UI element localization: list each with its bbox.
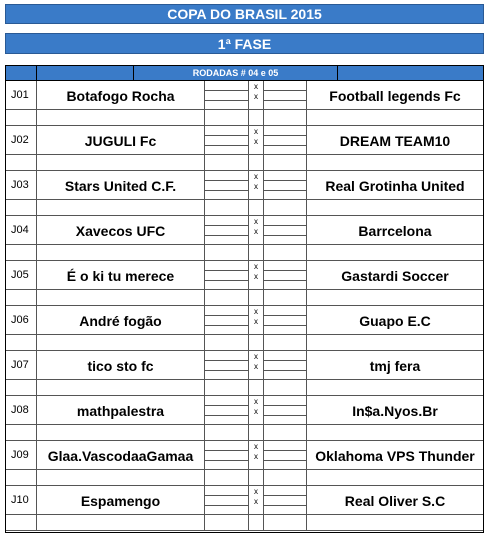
grid-line [204,216,205,260]
match-row [6,126,483,171]
match-code: J04 [11,224,29,236]
grid-line [204,280,248,281]
grid-line [263,280,306,281]
away-team: In$a.Nyos.Br [352,403,438,419]
grid-line [204,415,248,416]
match-code: J02 [11,134,29,146]
match-row [6,261,483,306]
grid-line [263,126,264,170]
home-team: Xavecos UFC [75,223,166,239]
grid-line [204,460,248,461]
grid-line [204,270,248,271]
away-team: Real Oliver S.C [344,493,446,509]
match-row [6,351,483,396]
match-row [6,171,483,216]
grid-line [248,171,249,215]
versus-marker: x [254,82,258,91]
grid-line [263,495,306,496]
home-team: Stars United C.F. [64,178,177,194]
versus-marker: x [254,362,258,371]
grid-line [204,261,205,305]
grid-line [263,351,264,395]
match-code: J03 [11,179,29,191]
grid-line [263,145,306,146]
grid-line [263,415,306,416]
away-team: tmj fera [369,358,421,374]
grid-line [204,360,248,361]
header-cell-divider [337,66,338,80]
versus-marker: x [254,442,258,451]
match-code: J08 [11,404,29,416]
grid-line [248,81,249,125]
grid-line [263,325,306,326]
home-team: Glaa.VascodaaGamaa [47,448,194,464]
versus-marker: x [254,227,258,236]
versus-marker: x [254,272,258,281]
versus-marker: x [254,397,258,406]
match-code: J10 [11,494,29,506]
match-code: J07 [11,359,29,371]
grid-line [204,441,205,485]
home-team: André fogão [79,313,162,329]
grid-line [204,126,205,170]
grid-line [204,190,248,191]
grid-line [263,360,306,361]
grid-line [263,450,306,451]
grid-line [6,530,483,531]
versus-marker: x [254,182,258,191]
match-row [6,486,483,531]
home-team: mathpalestra [76,403,165,419]
grid-line [248,441,249,485]
grid-line [204,90,248,91]
grid-line [204,306,205,350]
away-team: Guapo E.C [359,313,431,329]
grid-line [263,190,306,191]
grid-line [204,370,248,371]
grid-line [263,405,306,406]
away-team: Barrcelona [358,223,432,239]
versus-marker: x [254,92,258,101]
versus-marker: x [254,352,258,361]
grid-line [263,81,264,125]
versus-marker: x [254,407,258,416]
versus-marker: x [254,127,258,136]
tournament-title: COPA DO BRASIL 2015 [5,4,484,24]
grid-line [248,486,249,530]
grid-line [204,235,248,236]
away-team: Gastardi Soccer [341,268,449,284]
header-cell-code [6,66,37,80]
grid-line [263,235,306,236]
grid-line [248,396,249,440]
match-code: J05 [11,269,29,281]
grid-line [204,351,205,395]
match-row [6,441,483,486]
match-code: J01 [11,89,29,101]
match-table [5,81,484,533]
versus-marker: x [254,452,258,461]
grid-line [248,216,249,260]
grid-line [204,495,248,496]
grid-line [248,126,249,170]
phase-title: 1ª FASE [5,33,484,54]
grid-line [263,486,264,530]
grid-line [204,180,248,181]
grid-line [263,505,306,506]
grid-line [204,396,205,440]
grid-line [204,100,248,101]
versus-marker: x [254,172,258,181]
grid-line [263,180,306,181]
grid-line [263,370,306,371]
header-cell-home [36,66,134,80]
grid-line [248,351,249,395]
grid-line [263,460,306,461]
grid-line [263,441,264,485]
home-team: JUGULI Fc [84,133,157,149]
versus-marker: x [254,487,258,496]
grid-line [263,171,264,215]
grid-line [204,450,248,451]
match-row [6,81,483,126]
grid-line [263,270,306,271]
grid-line [204,225,248,226]
grid-line [248,261,249,305]
grid-line [204,145,248,146]
versus-marker: x [254,217,258,226]
grid-line [263,396,264,440]
away-team: DREAM TEAM10 [339,133,451,149]
versus-marker: x [254,262,258,271]
home-team: tico sto fc [87,358,154,374]
grid-line [204,135,248,136]
versus-marker: x [254,497,258,506]
grid-line [263,225,306,226]
grid-line [248,306,249,350]
home-team: Botafogo Rocha [66,88,175,104]
grid-line [204,505,248,506]
versus-marker: x [254,137,258,146]
home-team: Espamengo [80,493,161,509]
grid-line [204,325,248,326]
rounds-label: RODADAS # 04 e 05 [192,68,279,78]
grid-line [204,315,248,316]
grid-line [204,171,205,215]
away-team: Football legends Fc [329,88,461,104]
grid-line [263,216,264,260]
match-code: J09 [11,449,29,461]
match-row [6,396,483,441]
rounds-header [5,65,484,81]
away-team: Oklahoma VPS Thunder [315,448,475,464]
grid-line [263,261,264,305]
grid-line [204,81,205,125]
versus-marker: x [254,307,258,316]
grid-line [263,100,306,101]
grid-line [263,306,264,350]
grid-line [263,90,306,91]
away-team: Real Grotinha United [325,178,465,194]
match-code: J06 [11,314,29,326]
home-team: É o ki tu merece [66,268,175,284]
grid-line [263,315,306,316]
match-row [6,216,483,261]
grid-line [204,405,248,406]
versus-marker: x [254,317,258,326]
grid-line [204,486,205,530]
grid-line [263,135,306,136]
match-row [6,306,483,351]
